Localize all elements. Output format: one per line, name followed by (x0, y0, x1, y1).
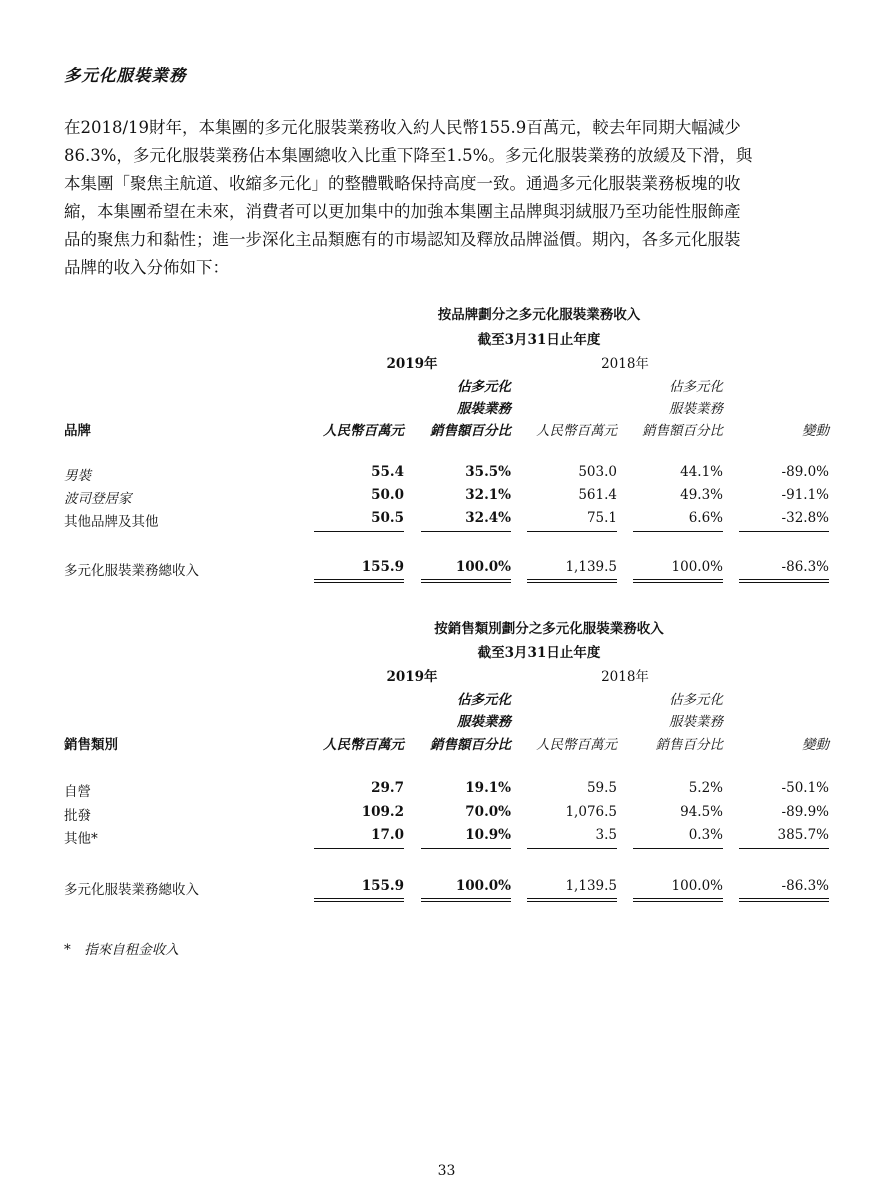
table-total-row (0, 559, 893, 579)
cell-value: 0.3% (688, 827, 723, 843)
cell-value: -91.1% (781, 487, 829, 503)
total-double-rule (314, 579, 404, 583)
table-row (0, 464, 893, 484)
share-label-2018-line1: 佔多元化 (669, 379, 723, 395)
table-row (0, 510, 893, 530)
cell-value: -86.3% (781, 878, 829, 894)
cell-value: 50.5 (371, 510, 404, 526)
cell-value: -32.8% (781, 510, 829, 526)
cell-value: 44.1% (680, 464, 723, 480)
footnote: * 指來自租金收入 (64, 942, 179, 958)
paragraph-line: 本集團「聚焦主航道、收縮多元化」的整體戰略保持高度一致。通過多元化服裝業務板塊的收 (64, 174, 741, 193)
cell-value: 100.0% (455, 878, 511, 894)
col-header: 變動 (802, 737, 829, 753)
year-2018-header: 2018年 (601, 356, 649, 372)
subtotal-rule (314, 531, 404, 532)
cell-value: 1,076.5 (565, 804, 617, 820)
row-label: 波司登居家 (64, 491, 132, 507)
cell-value: 32.4% (465, 510, 511, 526)
total-double-rule (527, 579, 617, 583)
col-header: 人民幣百萬元 (323, 423, 404, 439)
cell-value: 503.0 (578, 464, 617, 480)
section-heading: 多元化服裝業務 (64, 66, 187, 85)
cell-value: 100.0% (671, 559, 723, 575)
paragraph-line: 86.3%，多元化服裝業務佔本集團總收入比重下降至1.5%。多元化服裝業務的放緩及下滑，與 (64, 146, 753, 165)
body-paragraph (64, 114, 832, 282)
table-row (0, 827, 893, 847)
row-header: 品牌 (64, 423, 91, 439)
cell-value: -89.0% (781, 464, 829, 480)
cell-value: 32.1% (465, 487, 511, 503)
cell-value: 49.3% (680, 487, 723, 503)
cell-value: 29.7 (371, 780, 404, 796)
paragraph-line: 品的聚焦力和黏性；進一步深化主品類應有的市場認知及釋放品牌溢價。期內，各多元化服裝 (64, 230, 741, 249)
cell-value: 155.9 (361, 878, 404, 894)
row-label: 自營 (64, 784, 91, 800)
cell-value: -86.3% (781, 559, 829, 575)
subtotal-rule (314, 848, 404, 849)
cell-value: 385.7% (777, 827, 829, 843)
share-label-2019-line1: 佔多元化 (457, 692, 511, 708)
subtotal-rule (633, 848, 723, 849)
col-header: 人民幣百萬元 (536, 423, 617, 439)
total-double-rule (633, 898, 723, 902)
subtotal-rule (421, 848, 511, 849)
cell-value: 55.4 (371, 464, 404, 480)
table-header-row (0, 733, 893, 753)
share-label-2019-line2: 服裝業務 (457, 714, 511, 730)
row-label: 多元化服裝業務總收入 (64, 563, 199, 579)
table-row (0, 487, 893, 507)
cell-value: 75.1 (586, 510, 617, 526)
col-header: 銷售百分比 (655, 737, 723, 753)
cell-value: 6.6% (688, 510, 723, 526)
cell-value: 17.0 (371, 827, 404, 843)
table-subtitle: 截至3月31日止年度 (477, 645, 601, 661)
subtotal-rule (633, 531, 723, 532)
total-double-rule (527, 898, 617, 902)
total-double-rule (314, 898, 404, 902)
subtotal-rule (421, 531, 511, 532)
table-header-row (0, 419, 893, 439)
subtotal-rule (527, 848, 617, 849)
col-header: 人民幣百萬元 (536, 737, 617, 753)
cell-value: 1,139.5 (565, 559, 617, 575)
subtotal-rule (527, 531, 617, 532)
share-label-2019-line2: 服裝業務 (457, 401, 511, 417)
total-double-rule (421, 579, 511, 583)
table-title: 按品牌劃分之多元化服裝業務收入 (437, 307, 641, 323)
total-double-rule (421, 898, 511, 902)
paragraph-line: 縮，本集團希望在未來，消費者可以更加集中的加強本集團主品牌與羽絨服乃至功能性服飾產 (64, 202, 741, 221)
total-double-rule (739, 898, 829, 902)
cell-value: 50.0 (371, 487, 404, 503)
cell-value: 3.5 (595, 827, 617, 843)
row-header: 銷售類別 (64, 737, 118, 753)
total-double-rule (633, 579, 723, 583)
share-label-2018-line2: 服裝業務 (669, 714, 723, 730)
cell-value: 100.0% (671, 878, 723, 894)
cell-value: 1,139.5 (565, 878, 617, 894)
col-header: 人民幣百萬元 (323, 737, 404, 753)
col-header: 銷售額百分比 (642, 423, 723, 439)
col-header: 銷售額百分比 (430, 737, 511, 753)
cell-value: -50.1% (781, 780, 829, 796)
cell-value: -89.9% (781, 804, 829, 820)
row-label: 多元化服裝業務總收入 (64, 882, 199, 898)
table-row (0, 780, 893, 800)
table-subtitle: 截至3月31日止年度 (477, 332, 601, 348)
cell-value: 35.5% (465, 464, 511, 480)
year-2019-header: 2019年 (386, 669, 438, 685)
row-label: 其他* (64, 831, 98, 847)
subtotal-rule (739, 531, 829, 532)
cell-value: 70.0% (465, 804, 511, 820)
table-title: 按銷售類別劃分之多元化服裝業務收入 (434, 621, 664, 637)
col-header: 銷售額百分比 (430, 423, 511, 439)
table-total-row (0, 878, 893, 898)
col-header: 變動 (802, 423, 829, 439)
row-label: 男裝 (64, 468, 91, 484)
cell-value: 109.2 (361, 804, 404, 820)
cell-value: 100.0% (455, 559, 511, 575)
table-row (0, 804, 893, 824)
cell-value: 19.1% (465, 780, 511, 796)
paragraph-line: 品牌的收入分佈如下： (64, 258, 229, 277)
cell-value: 10.9% (465, 827, 511, 843)
cell-value: 561.4 (578, 487, 617, 503)
cell-value: 59.5 (586, 780, 617, 796)
paragraph-line: 在2018/19財年，本集團的多元化服裝業務收入約人民幣155.9百萬元，較去年同期大幅減少 (64, 118, 741, 137)
year-2018-header: 2018年 (601, 669, 649, 685)
subtotal-rule (739, 848, 829, 849)
row-label: 批發 (64, 808, 91, 824)
share-label-2018-line1: 佔多元化 (669, 692, 723, 708)
cell-value: 5.2% (688, 780, 723, 796)
cell-value: 155.9 (361, 559, 404, 575)
share-label-2019-line1: 佔多元化 (457, 379, 511, 395)
cell-value: 94.5% (680, 804, 723, 820)
row-label: 其他品牌及其他 (64, 514, 159, 530)
total-double-rule (739, 579, 829, 583)
year-2019-header: 2019年 (386, 356, 438, 372)
page-number: 33 (437, 1163, 456, 1179)
share-label-2018-line2: 服裝業務 (669, 401, 723, 417)
